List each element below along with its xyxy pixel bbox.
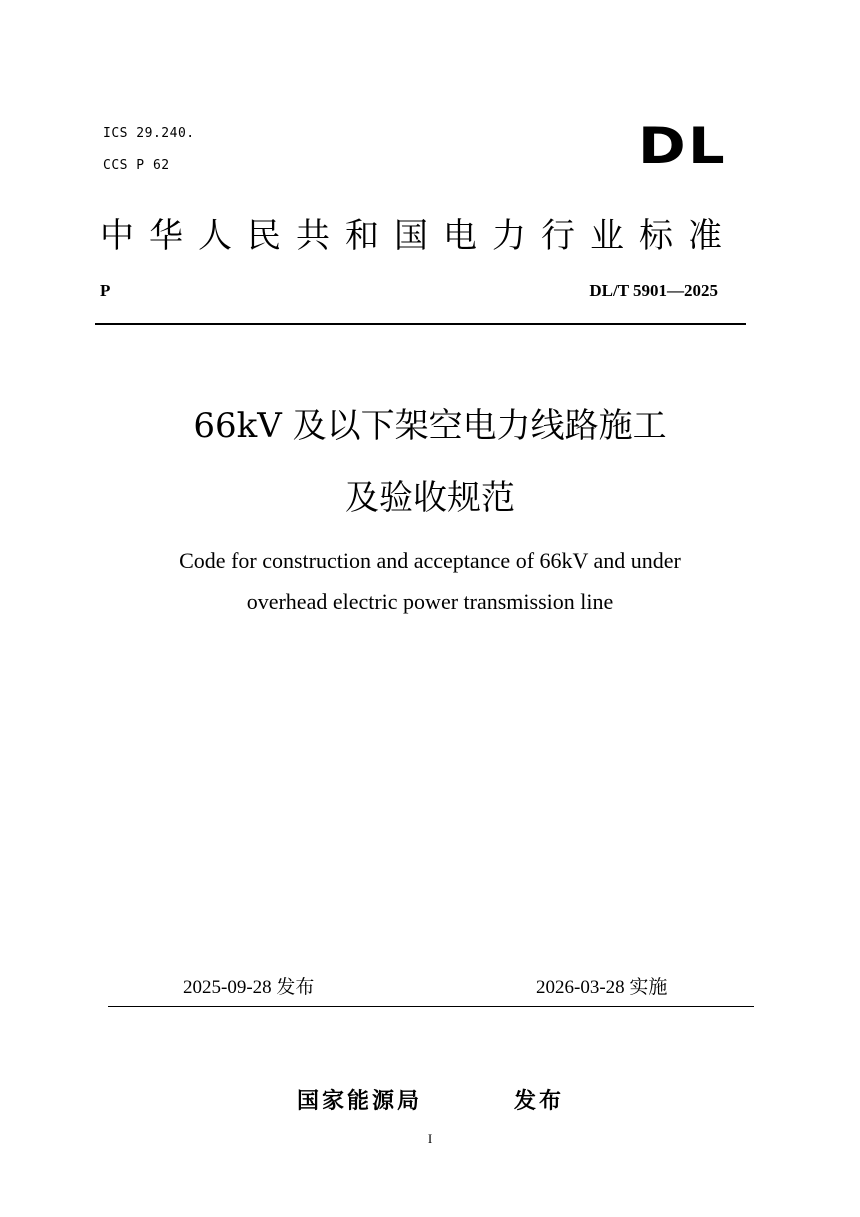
ccs-code: CCS P 62 [103, 158, 170, 173]
document-title-cn-line1: 66kV 及以下架空电力线路施工 [193, 406, 667, 446]
publish-label: 发布 [514, 1089, 565, 1114]
document-title-en-line2: overhead electric power transmission line [246, 589, 614, 614]
document-title-cn-line2: 及验收规范 [345, 478, 515, 518]
page-number: I [427, 1131, 433, 1146]
standard-type-title: 中华人民共和国电力行业标准 [100, 216, 737, 256]
dl-logo: DL [638, 117, 727, 175]
header-divider [95, 323, 746, 325]
standard-number: DL/T 5901—2025 [589, 281, 718, 300]
document-title-en-line1: Code for construction and acceptance of 66kV and under [179, 548, 681, 573]
publisher-name: 国家能源局 [297, 1089, 423, 1114]
implementation-date: 2026-03-28 实施 [536, 977, 668, 998]
ics-code: ICS 29.240. [103, 126, 195, 141]
footer-divider [108, 1006, 754, 1007]
issue-date: 2025-09-28 发布 [183, 977, 315, 998]
category-letter: P [100, 281, 111, 300]
